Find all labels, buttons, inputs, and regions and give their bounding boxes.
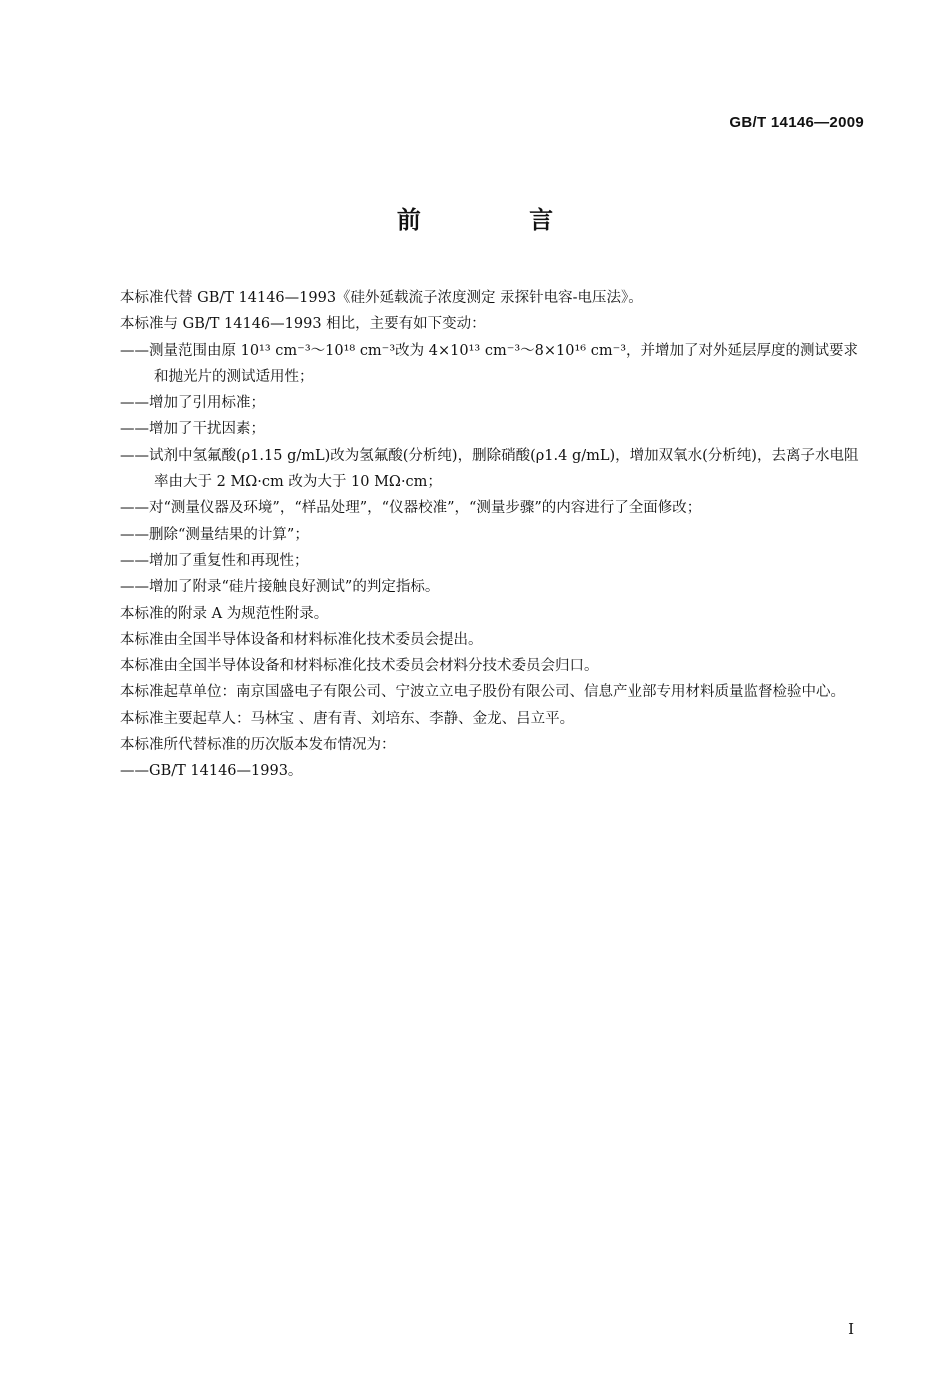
change-item-interference: ——增加了干扰因素；: [120, 421, 265, 438]
paragraph-history-intro: 本标准所代替标准的历次版本发布情况为：: [120, 737, 396, 754]
foreword-body: [86, 285, 864, 785]
change-item-reagents: ——试剂中氢氟酸(ρ1.15 g/mL)改为氢氟酸(分析纯)，删除硝酸(ρ1.4 g/mL)，增加双氧水(分析纯)，去离子水电阻率由大于 2 MΩ·cm 改为大于 10 MΩ·cm；: [120, 447, 859, 491]
change-item-repeatability: ——增加了重复性和再现性；: [120, 552, 309, 569]
change-item-range: ——测量范围由原 10¹³ cm⁻³～10¹⁸ cm⁻³改为 4×10¹³ cm⁻³～8×10¹⁶ cm⁻³，并增加了对外延层厚度的测试要求和抛光片的测试适用性；: [120, 342, 859, 385]
standard-code: GB/T 14146—2009: [729, 114, 864, 131]
paragraph-history-item: ——GB/T 14146—1993。: [120, 763, 303, 780]
paragraph-drafting-units: 本标准起草单位：南京国盛电子有限公司、宁波立立电子股份有限公司、信息产业部专用材料质量监督检验中心。: [120, 684, 845, 701]
paragraph-proposed: 本标准由全国半导体设备和材料标准化技术委员会提出。: [120, 631, 483, 648]
change-item-calculation: ——删除“测量结果的计算”；: [120, 526, 309, 543]
paragraph-centralized: 本标准由全国半导体设备和材料标准化技术委员会材料分技术委员会归口。: [120, 658, 599, 675]
change-item-references: ——增加了引用标准；: [120, 395, 265, 412]
page-title: 前 言: [396, 206, 604, 234]
change-item-revisions: ——对“测量仪器及环境”，“样品处理”，“仪器校准”，“测量步骤”的内容进行了全面修改；: [120, 500, 702, 517]
paragraph-drafters: 本标准主要起草人：马林宝 、唐有青、刘培东、李静、金龙、吕立平。: [120, 710, 575, 727]
paragraph-replaces: 本标准代替 GB/T 14146—1993《硅外延载流子浓度测定 汞探针电容-电压法》。: [120, 290, 643, 306]
paragraph-changes-intro: 本标准与 GB/T 14146—1993 相比，主要有如下变动：: [120, 316, 486, 333]
paragraph-annex: 本标准的附录 A 为规范性附录。: [120, 605, 329, 622]
change-item-annex: ——增加了附录“硅片接触良好测试”的判定指标。: [120, 579, 440, 596]
page-number: I: [848, 1320, 854, 1338]
